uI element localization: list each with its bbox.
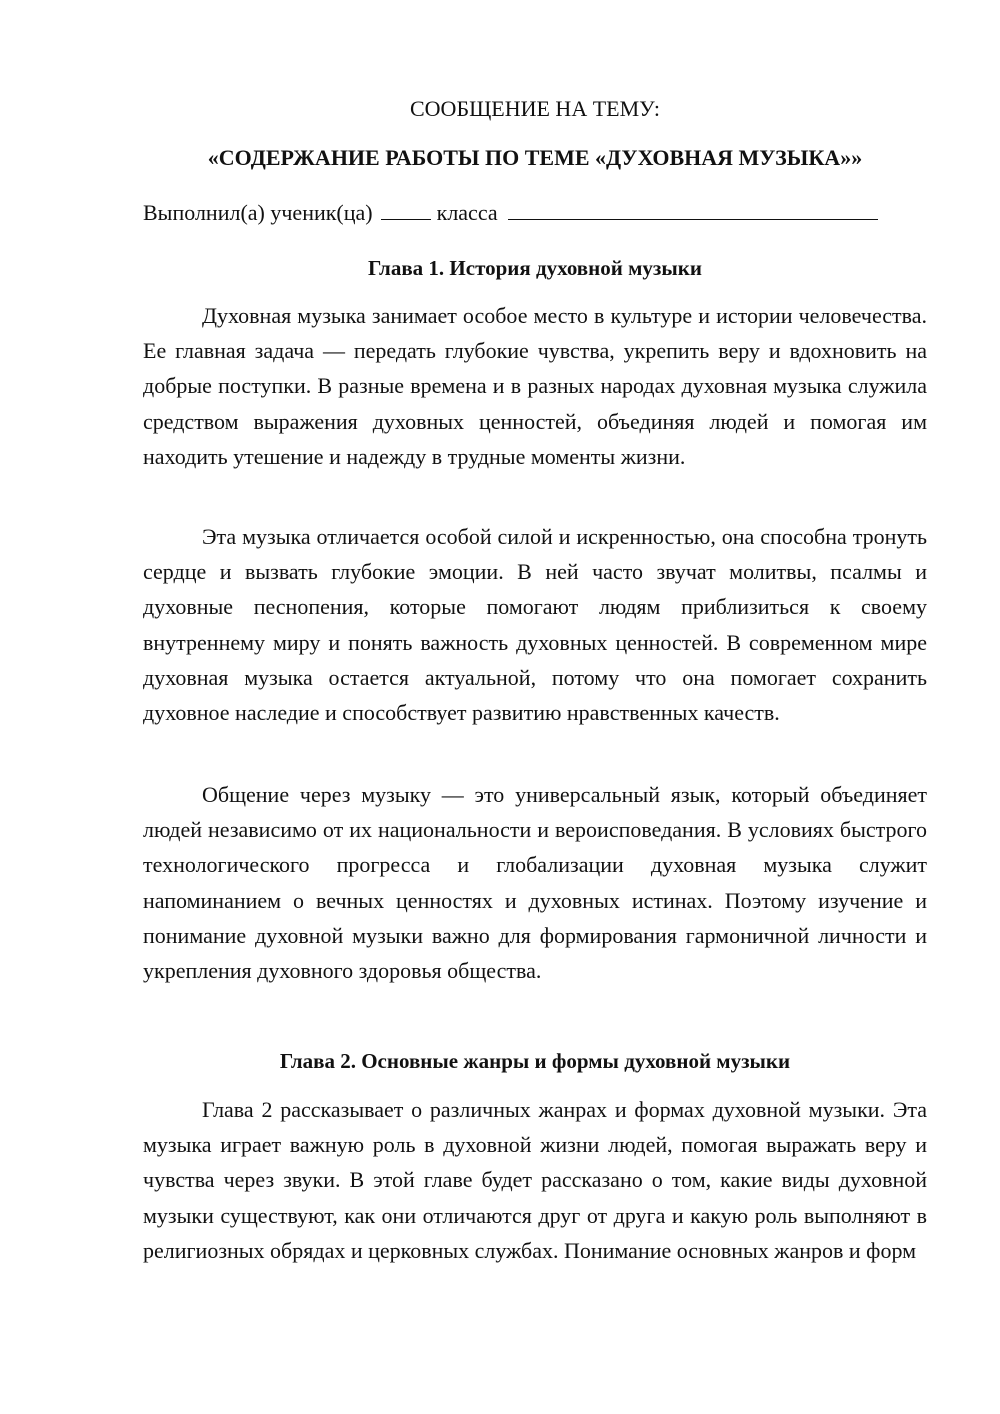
chapter1-paragraph-3: Общение через музыку — это универсальный язык, который объединяет людей независимо от их национальности и вероисповедания. В условиях быстрого технологического прогресса и глобализации духовная музыка служит напоминанием о вечных ценностях и духовных истинах. Поэтому изучение и понимание духовной музыки важно для формирования гармоничной личности и укрепления духовного здоровья общества. [143, 782, 927, 984]
chapter1-paragraph-2: Эта музыка отличается особой силой и искренностью, она способна тронуть сердце и вызвать глубокие эмоции. В ней часто звучат молитвы, псалмы и духовные песнопения, которые помогают людям приблизиться к своему внутреннему миру и понять важность духовных ценностей. В современном мире духовная музыка остается актуальной, потому что она помогает сохранить духовное наследие и способствует развитию нравственных качеств. [143, 524, 927, 726]
document-title-line2: «СОДЕРЖАНИЕ РАБОТЫ ПО ТЕМЕ «ДУХОВНАЯ МУЗЫКА»» [207, 145, 863, 170]
author-line [143, 197, 927, 229]
document-title-line1: СООБЩЕНИЕ НА ТЕМУ: [410, 96, 660, 121]
author-class-label: класса [436, 200, 498, 225]
chapter1-heading: Глава 1. История духовной музыки [368, 256, 702, 280]
chapter2-heading: Глава 2. Основные жанры и формы духовной музыки [279, 1049, 791, 1073]
chapter2-paragraph-1: Глава 2 рассказывает о различных жанрах и формах духовной музыки. Эта музыка играет важную роль в духовной жизни людей, помогая выражать веру и чувства через звуки. В этой главе будет рассказано о том, какие виды духовной музыки существуют, как они отличаются друг от друга и какую роль выполняют в религиозных обрядах и церковных службах. Понимание основных жанров и форм [143, 1097, 927, 1263]
author-prefix: Выполнил(а) ученик(ца) [143, 200, 373, 225]
chapter1-paragraph-1: Духовная музыка занимает особое место в культуре и истории человечества. Ее главная задача — передать глубокие чувства, укрепить веру и вдохновить на добрые поступки. В разные времена и в разных народах духовная музыка служила средством выражения духовных ценностей, объединяя людей и помогая им находить утешение и надежду в трудные моменты жизни. [143, 303, 927, 469]
class-number-blank [381, 197, 431, 220]
author-name-blank [508, 197, 878, 220]
